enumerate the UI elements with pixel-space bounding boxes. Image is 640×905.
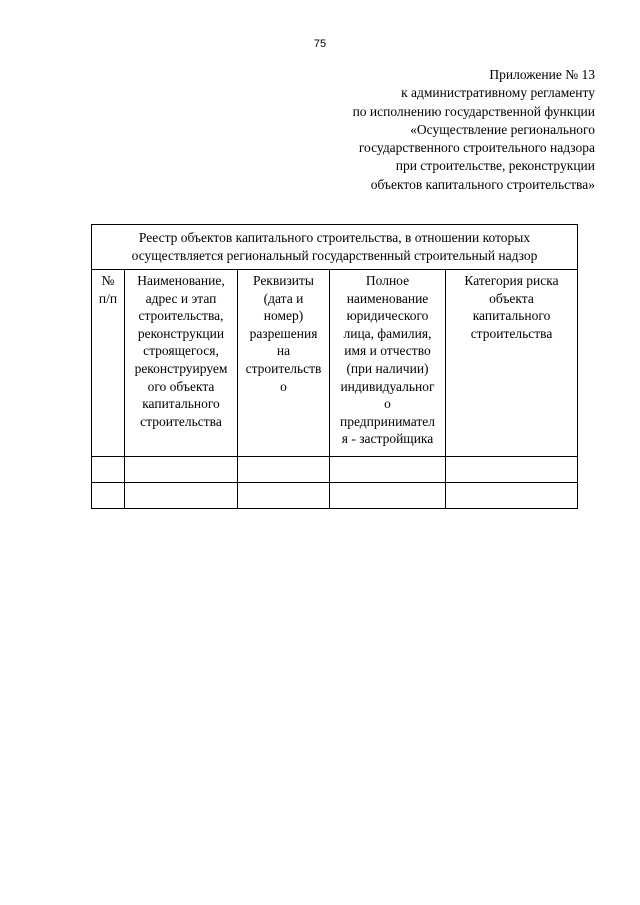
header-line: (при наличии) <box>346 360 429 376</box>
header-line: о <box>384 396 391 412</box>
column-header-number <box>92 270 125 457</box>
header-line: Реквизиты <box>252 273 314 288</box>
header-line: имя и отчество <box>344 343 431 359</box>
header-line: капитального <box>142 396 220 412</box>
column-header-name <box>125 270 238 457</box>
header-line: строительства <box>470 325 553 341</box>
header-line: (дата и <box>263 290 304 306</box>
header-line: адрес и этап <box>145 290 217 306</box>
header-line: строящегося, <box>143 343 219 359</box>
header-line: индивидуальног <box>340 378 435 394</box>
header-line: ого объекта <box>147 378 215 394</box>
appendix-header <box>265 66 595 194</box>
header-line: реконструкции <box>137 325 225 341</box>
header-line: на <box>276 343 291 359</box>
column-header-permit <box>238 270 330 457</box>
header-line: реконструируем <box>134 360 228 376</box>
table-title-line: Реестр объектов капитального строительства, в отношении которых <box>138 230 531 246</box>
column-header-risk-category <box>446 270 578 457</box>
appendix-line: по исполнению государственной функции <box>352 103 595 119</box>
table-cell <box>446 457 578 483</box>
table-cell <box>92 457 125 483</box>
header-line: объекта <box>489 290 534 306</box>
table-header-row <box>92 270 578 457</box>
header-line: п/п <box>98 290 118 306</box>
header-line: разрешения <box>249 325 318 341</box>
table-cell <box>330 457 446 483</box>
header-line: капитального <box>472 308 551 324</box>
header-line: Категория риска <box>464 273 559 288</box>
table-cell <box>125 483 238 509</box>
table-cell <box>330 483 446 509</box>
header-line: наименование <box>346 290 429 306</box>
table-row <box>92 483 578 509</box>
header-line: предпринимател <box>339 413 436 429</box>
appendix-line: к административному регламенту <box>401 85 595 101</box>
registry-table <box>91 224 578 509</box>
header-line: № <box>101 273 115 288</box>
column-header-developer <box>330 270 446 457</box>
table-title-row <box>92 225 578 270</box>
appendix-line: государственного строительного надзора <box>358 140 595 156</box>
appendix-line: «Осуществление регионального <box>410 121 595 137</box>
header-line: юридического <box>346 308 429 324</box>
table-cell <box>238 457 330 483</box>
header-line: Наименование, <box>137 273 225 288</box>
header-line: лица, фамилия, <box>343 325 432 341</box>
header-line: строительств <box>245 360 322 376</box>
table-title-line: осуществляется региональный государственный строительный надзор <box>131 248 538 263</box>
table-title <box>92 225 578 270</box>
appendix-line: объектов капитального строительства» <box>370 176 595 192</box>
header-line: я - застройщика <box>341 431 434 447</box>
page-number: 75 <box>313 38 327 50</box>
header-line: о <box>280 378 287 394</box>
table-cell <box>125 457 238 483</box>
appendix-line: при строительстве, реконструкции <box>395 158 595 174</box>
table-cell <box>238 483 330 509</box>
table-cell <box>446 483 578 509</box>
header-line: строительства <box>140 413 222 429</box>
header-line: строительства, <box>138 308 224 324</box>
table-row <box>92 457 578 483</box>
appendix-line: Приложение № 13 <box>489 67 595 82</box>
table-cell <box>92 483 125 509</box>
header-line: номер) <box>263 308 304 324</box>
header-line: Полное <box>365 273 410 288</box>
